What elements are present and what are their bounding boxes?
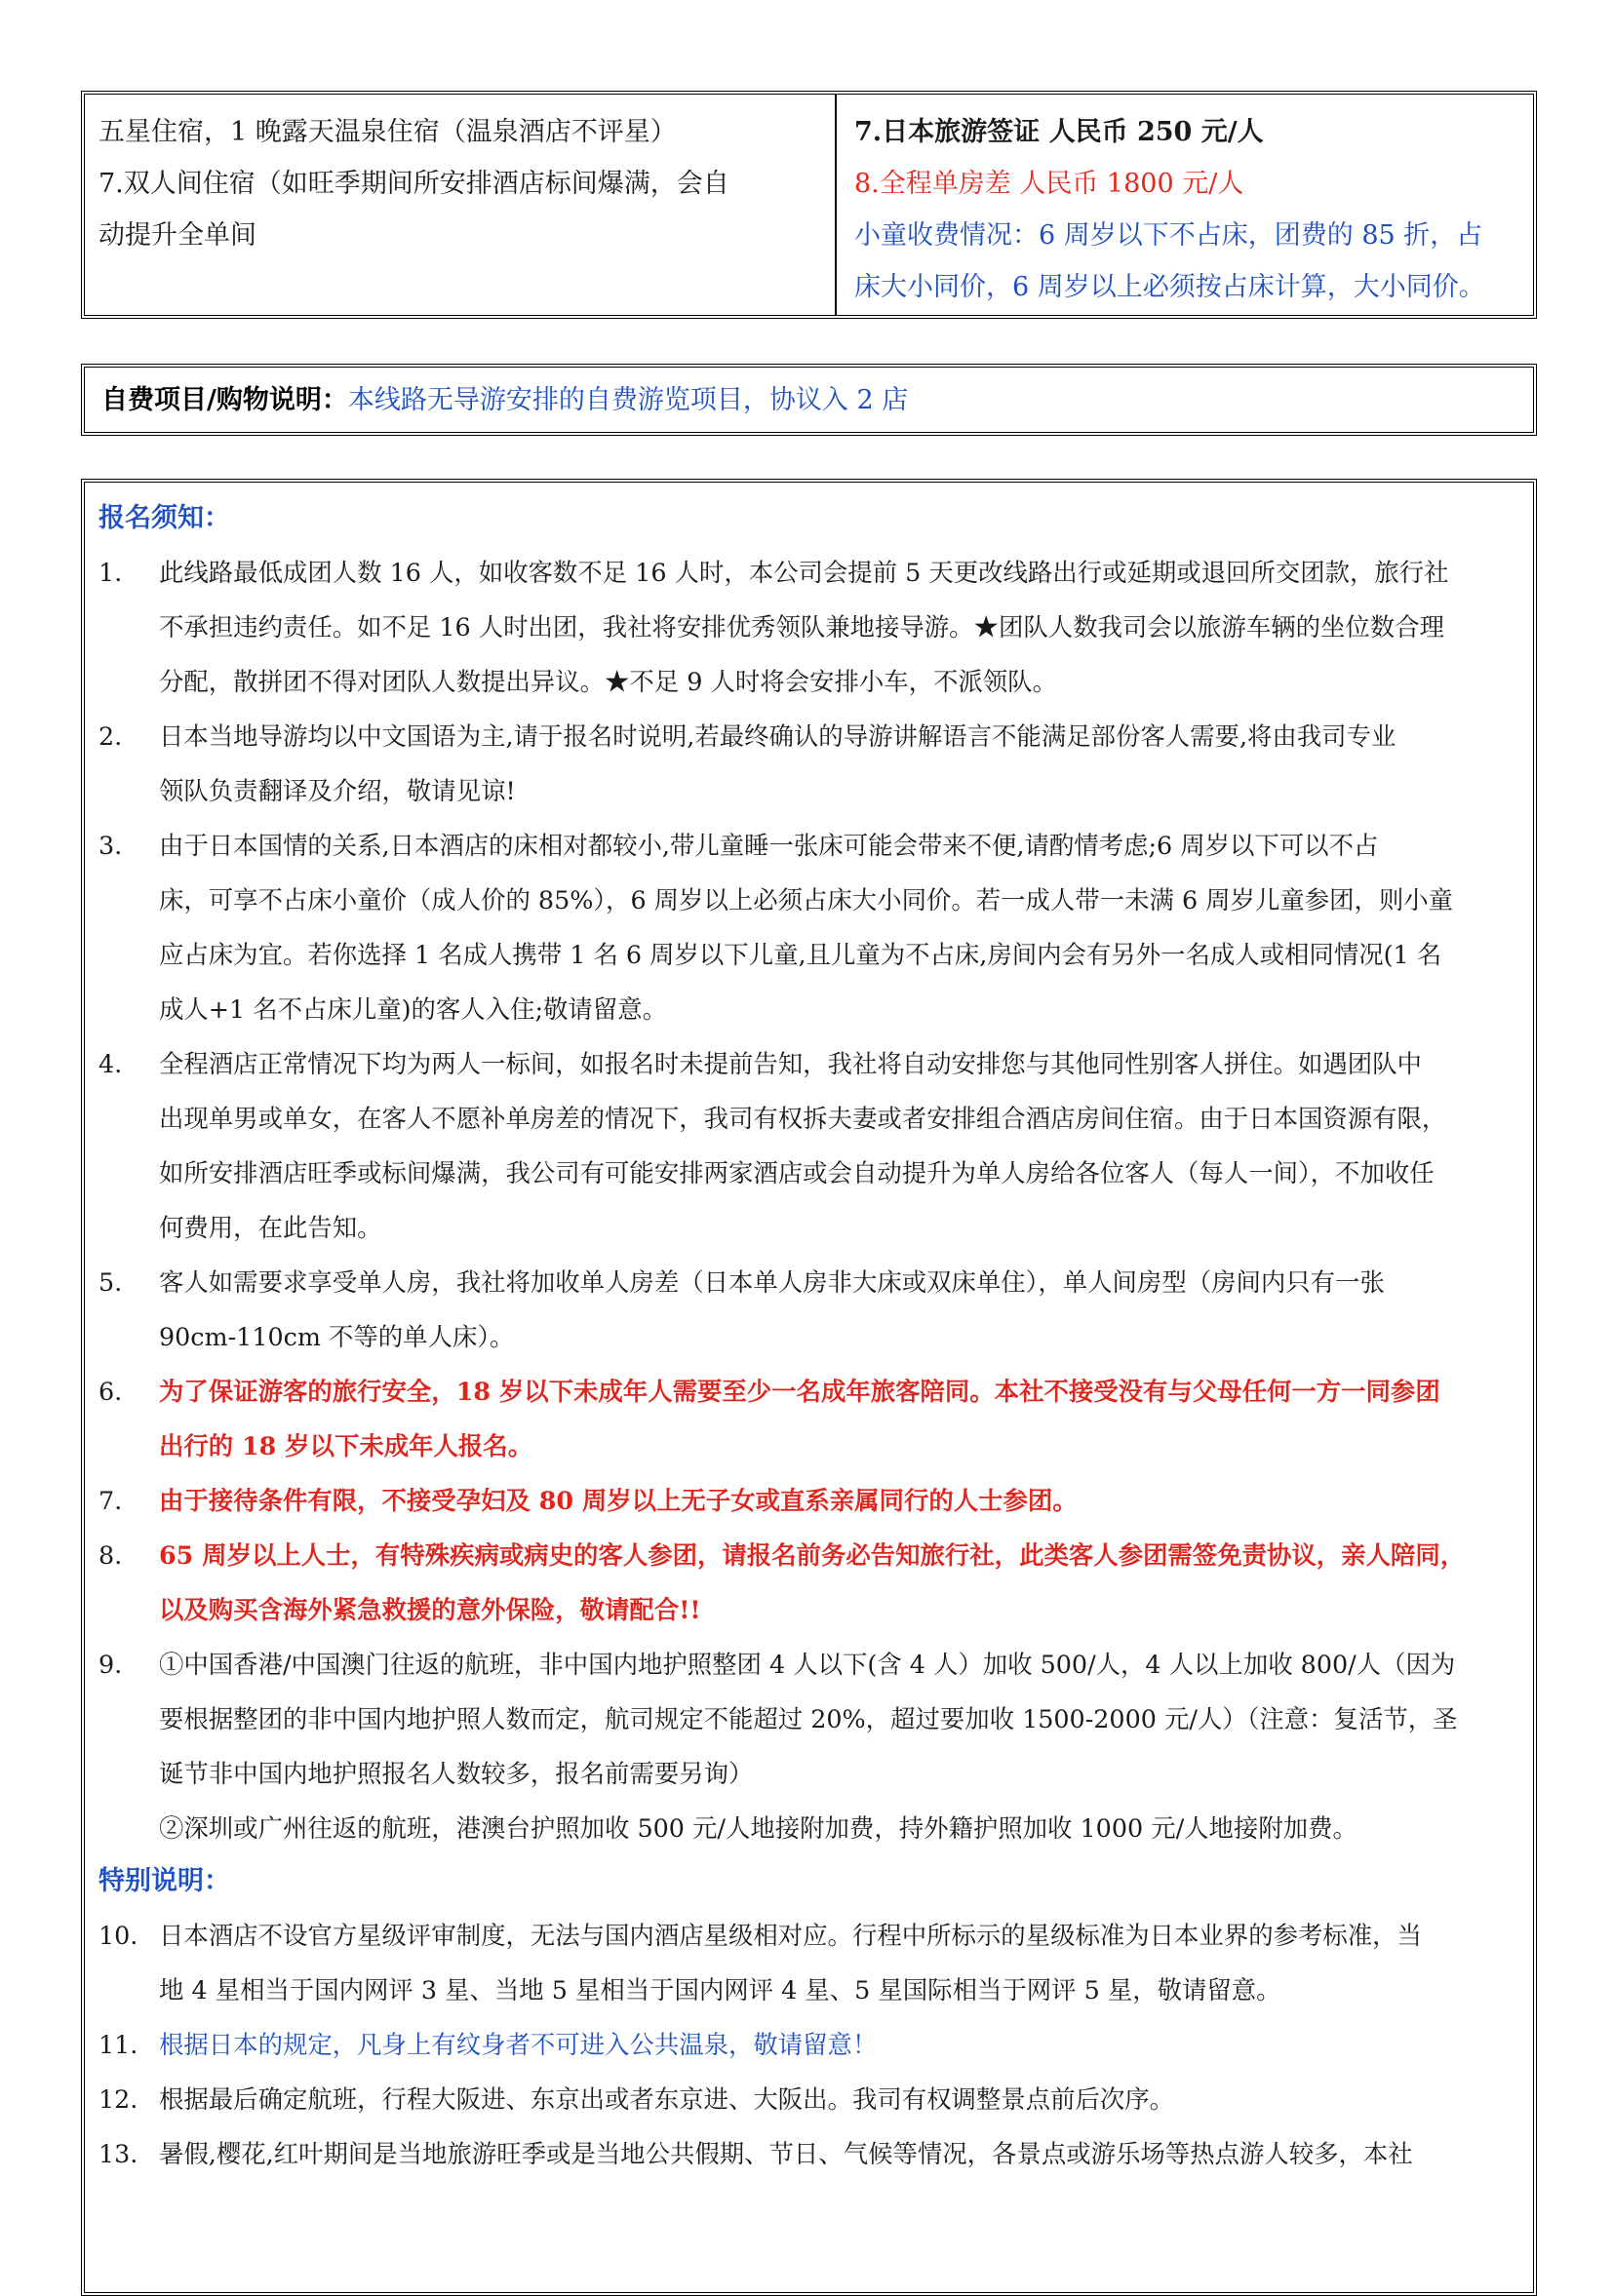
item-line: 分配，散拼团不得对团队人数提出异议。★不足 9 人时将会安排小车，不派领队。 (159, 667, 1057, 696)
item-line: 90cm-110cm 不等的单人床）。 (159, 1322, 515, 1351)
list-item (98, 1637, 1523, 1801)
self-pay-label: 自费项目/购物说明： (101, 385, 348, 415)
list-item (98, 1036, 1523, 1255)
item-line: 暑假,樱花,红叶期间是当地旅游旺季或是当地公共假期、节日、气候等情况，各景点或游乐场等热点游人较多，本社 (159, 2139, 1413, 2168)
signup-heading: 报名须知： (98, 503, 230, 533)
item-line: 全程酒店正常情况下均为两人一标间，如报名时未提前告知，我社将自动安排您与其他同性别客人拼住。如遇团队中 (159, 1049, 1422, 1078)
item-line: 出现单男或单女，在客人不愿补单房差的情况下，我司有权拆夫妻或者安排组合酒店房间住宿。由于日本国资源有限， (159, 1104, 1447, 1133)
special-heading: 特别说明： (98, 1866, 230, 1896)
item-text (159, 1637, 1523, 1801)
item-text (159, 1473, 1523, 1528)
list-item (98, 2017, 1523, 2072)
item-number: 8. (98, 1540, 123, 1570)
list-item (98, 1908, 1523, 2017)
single-room-supplement: 8.全程单房差 人民币 1800 元/人 (854, 169, 1244, 199)
fee-table-left-cell (85, 95, 837, 315)
item-line: 日本当地导游均以中文国语为主,请于报名时说明,若最终确认的导游讲解语言不能满足部份客人需要,将由我司专业 (159, 721, 1397, 751)
table-line: 7.双人间住宿（如旺季期间所安排酒店标间爆满，会自 (98, 169, 729, 199)
item-number: 11. (98, 2030, 138, 2059)
item-line: 由于接待条件有限，不接受孕妇及 80 周岁以上无子女或直系亲属同行的人士参团。 (159, 1486, 1078, 1515)
special-notes-list (98, 1908, 1523, 2181)
item-number: 10. (98, 1921, 138, 1950)
item-number: 6. (98, 1377, 123, 1406)
item-line: 根据最后确定航班，行程大阪进、东京出或者东京进、大阪出。我司有权调整景点前后次序。 (159, 2084, 1175, 2114)
item-number: 9. (98, 1650, 123, 1679)
item-line: 客人如需要求享受单人房，我社将加收单人房差（日本单人房非大床或双床单住），单人间房型（房间内只有一张 (159, 1267, 1385, 1297)
item-text (159, 1255, 1523, 1364)
list-item (98, 545, 1523, 709)
visa-fee: 7.日本旅游签证 人民币 250 元/人 (854, 117, 1264, 147)
item-text (159, 2017, 1523, 2072)
item-number: 3. (98, 831, 123, 860)
item-line: 领队负责翻译及介绍，敬请见谅! (159, 776, 516, 805)
item-text (159, 2126, 1523, 2181)
item-number: 5. (98, 1267, 123, 1297)
item-text (159, 1528, 1523, 1637)
list-item (98, 1528, 1523, 1637)
item-text (159, 709, 1523, 818)
item-line: 不承担违约责任。如不足 16 人时出团，我社将安排优秀领队兼地接导游。★团队人数我司会以旅游车辆的坐位数合理 (159, 612, 1444, 642)
table-line: 动提升全单间 (98, 220, 256, 251)
item-text (159, 1364, 1523, 1473)
item-line: 如所安排酒店旺季或标间爆满，我公司有可能安排两家酒店或会自动提升为单人房给各位客人（每人一间），不加收任 (159, 1158, 1435, 1187)
item-line: 何费用，在此告知。 (159, 1213, 382, 1242)
fee-table-right-cell (837, 95, 1533, 315)
list-item (98, 709, 1523, 818)
item-line: 地 4 星相当于国内网评 3 星、当地 5 星相当于国内网评 4 星、5 星国际相当于网评 5 星，敬请留意。 (159, 1975, 1281, 2004)
item-line: 根据日本的规定，凡身上有纹身者不可进入公共温泉，敬请留意！ (159, 2030, 878, 2059)
self-pay-shopping-note (81, 364, 1537, 436)
item-text (159, 545, 1523, 709)
child-fee-line: 小童收费情况：6 周岁以下不占床，团费的 85 折，占 (854, 220, 1483, 251)
item-line: 为了保证游客的旅行安全，18 岁以下未成年人需要至少一名成年旅客陪同。本社不接受没有与父母任何一方一同参团 (159, 1377, 1440, 1406)
item-number: 13. (98, 2139, 138, 2168)
item-number: 4. (98, 1049, 123, 1078)
item-line: 以及购买含海外紧急救援的意外保险，敬请配合!! (159, 1595, 701, 1624)
list-item (98, 1364, 1523, 1473)
item-line: ①中国香港/中国澳门往返的航班，非中国内地护照整团 4 人以下(含 4 人）加收 500/人，4 人以上加收 800/人（因为 (159, 1650, 1456, 1679)
item-number: 12. (98, 2084, 138, 2114)
list-item (98, 818, 1523, 1036)
list-item (98, 2126, 1523, 2181)
list-item (98, 2072, 1523, 2126)
child-fee-line: 床大小同价，6 周岁以上必须按占床计算，大小同价。 (854, 272, 1485, 302)
item-text (159, 818, 1523, 1036)
item-number: 2. (98, 721, 123, 751)
fee-table (81, 91, 1537, 319)
item-text (159, 1908, 1523, 2017)
item-number: 7. (98, 1486, 123, 1515)
item-line: 由于日本国情的关系,日本酒店的床相对都较小,带儿童睡一张床可能会带来不便,请酌情考虑;6 周岁以下可以不占 (159, 831, 1379, 860)
item-line: 床，可享不占床小童价（成人价的 85%），6 周岁以上必须占床大小同价。若一成人带一未满 6 周岁儿童参团，则小童 (159, 885, 1454, 915)
table-line: 五星住宿，1 晚露天温泉住宿（温泉酒店不评星） (98, 117, 677, 147)
item-line: 65 周岁以上人士，有特殊疾病或病史的客人参团，请报名前务必告知旅行社，此类客人参团需签免责协议，亲人陪同， (159, 1540, 1466, 1570)
item-text (159, 2072, 1523, 2126)
item-line: 出行的 18 岁以下未成年人报名。 (159, 1431, 533, 1460)
list-item (98, 1473, 1523, 1528)
item-text (159, 1036, 1523, 1255)
item-line: 成人+1 名不占床儿童)的客人入住;敬请留意。 (159, 994, 667, 1024)
item-line: 诞节非中国内地护照报名人数较多，报名前需要另询） (159, 1759, 754, 1788)
item-number: 1. (98, 558, 123, 587)
self-pay-text: 本线路无导游安排的自费游览项目，协议入 2 店 (347, 385, 909, 415)
item-line: 应占床为宜。若你选择 1 名成人携带 1 名 6 周岁以下儿童,且儿童为不占床,房间内会有另外一名成人或相同情况(1 名 (159, 940, 1442, 969)
list-item (98, 1255, 1523, 1364)
item-line: 此线路最低成团人数 16 人，如收客数不足 16 人时，本公司会提前 5 天更改线路出行或延期或退回所交团款，旅行社 (159, 558, 1449, 587)
signup-notes (81, 479, 1537, 2296)
notes-list (98, 545, 1523, 1801)
item-line: 要根据整团的非中国内地护照人数而定，航司规定不能超过 20%，超过要加收 1500-2000 元/人）（注意：复活节，圣 (159, 1704, 1458, 1733)
item-9-continuation: ②深圳或广州往返的航班，港澳台护照加收 500 元/人地接附加费，持外籍护照加收 1000 元/人地接附加费。 (159, 1813, 1357, 1843)
item-line: 日本酒店不设官方星级评审制度，无法与国内酒店星级相对应。行程中所标示的星级标准为日本业界的参考标准，当 (159, 1921, 1422, 1950)
